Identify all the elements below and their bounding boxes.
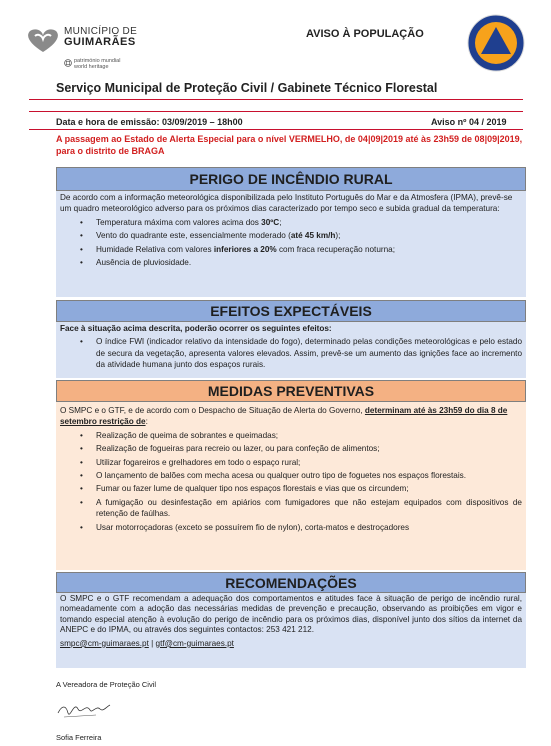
alert-statement: A passagem ao Estado de Alerta Especial para o nível VERMELHO, de 04|09|2019 até às 23h59 de 08|09|2019, para o distrito de BRAGA: [56, 134, 523, 156]
medidas-intro-end: :: [145, 417, 148, 427]
list-item: [80, 217, 522, 228]
emission-date: Data e hora de emissão: 03/09/2019 – 18h00: [56, 117, 243, 127]
signature-icon: [56, 693, 112, 723]
perigo-humidity-end: com fraca recuperação noturna;: [276, 244, 395, 254]
recomendacoes-text: O SMPC e o GTF recomendam a adequação dos comportamentos e atitudes face à situação de perigo de incêndio rural, nomeadamente com a adoção das necessárias medidas de prevenção e precaução, observando as proibições em vigor e tomando especial atenção à evolução do perigo de incêndio para os próximos dias, disponível junto dos sítios da internet da ANEPC e do IPMA, ou através dos seguintes contactos: 253 421 212.: [60, 594, 522, 635]
divider-mid: [29, 111, 523, 112]
medidas-intro-emph: determinam até às 23h59 do dia 8 de setembro restrição de: [60, 406, 508, 427]
list-item: [80, 230, 522, 241]
section-recomendacoes-title: RECOMENDAÇÕES: [56, 572, 526, 593]
municipality-line1: MUNICÍPIO DE: [64, 26, 138, 37]
email-smpc-link[interactable]: smpc@cm-guimaraes.pt: [60, 638, 149, 648]
section-efeitos-body: [56, 322, 526, 378]
signatory-role: A Vereadora de Proteção Civil: [56, 680, 157, 689]
service-title: Serviço Municipal de Proteção Civil / Gabinete Técnico Florestal: [56, 81, 438, 95]
list-item: • Realização de fogueiras para recreio ou lazer, ou para confeção de alimentos;: [80, 443, 522, 454]
aviso-title: AVISO À POPULAÇÃO: [306, 28, 424, 40]
section-medidas-title: MEDIDAS PREVENTIVAS: [56, 380, 526, 402]
email-gtf-link[interactable]: gtf@cm-guimaraes.pt: [155, 638, 234, 648]
perigo-temp-end: ;: [279, 217, 282, 227]
protecao-civil-logo-icon: [467, 14, 525, 72]
municipality-line2: GUIMARÃES: [64, 36, 136, 48]
email-separator: |: [148, 638, 156, 648]
medidas-intro: O SMPC e o GTF, e de acordo com o Despacho de Situação de Alerta do Governo,: [60, 406, 365, 415]
list-item: • Utilizar fogareiros e grelhadores em todo o espaço rural;: [80, 457, 522, 468]
perigo-humidity-text: Humidade Relativa com valores: [96, 244, 214, 254]
heritage-line1: património mundial: [74, 58, 121, 64]
perigo-rain-text: Ausência de pluviosidade.: [96, 258, 192, 268]
divider-bottom: [29, 129, 523, 130]
efeitos-intro: Face à situação acima descrita, poderão ocorrer os seguintes efeitos:: [60, 324, 332, 333]
perigo-temp-text: Temperatura máxima com valores acima dos: [96, 217, 262, 227]
section-medidas: [56, 380, 526, 570]
aviso-number: Aviso nº 04 / 2019: [431, 117, 507, 127]
section-efeitos: [56, 300, 526, 378]
list-item: • O índice FWI (indicador relativo da intensidade do fogo), determinado pelas condições meteorológicas e pelo estado de secura da vegetação, apresenta valores elevados. Assim, prevê-se um aumento das ignições face ao incremento da atividade humana junto dos espaços rurais.: [80, 336, 522, 370]
perigo-wind-value: até 45 km/h: [290, 231, 336, 241]
municipality-name: [64, 26, 137, 48]
perigo-intro: De acordo com a informação meteorológica disponibilizada pelo Instituto Português do Mar e da Atmosfera (IPMA), prevê-se um quadro meteorológico adverso para os próximos dias caracterizado por tempo seco e subida gradual da temperatura:: [60, 193, 513, 214]
heritage-line2: world heritage: [74, 64, 109, 70]
list-item: • Realização de queima de sobrantes e queimadas;: [80, 430, 522, 441]
signatory-name: Sofia Ferreira: [56, 733, 102, 742]
divider-top: [29, 99, 523, 100]
list-item: [80, 244, 522, 255]
section-perigo-body: [56, 191, 526, 297]
list-item: [80, 257, 522, 268]
list-item: • Fumar ou fazer lume de qualquer tipo nos espaços florestais e vias que os circundem;: [80, 483, 522, 494]
perigo-humidity-value: inferiores a 20%: [213, 244, 277, 254]
section-perigo-title: PERIGO DE INCÊNDIO RURAL: [56, 167, 526, 191]
section-recomendacoes-body: [56, 593, 526, 668]
world-heritage-label: [64, 58, 120, 70]
perigo-wind-end: );: [335, 231, 341, 241]
perigo-wind-text: Vento do quadrante este, essencialmente moderado (: [96, 231, 291, 241]
list-item: • O lançamento de balões com mecha acesa ou qualquer outro tipo de foguetes nos espaços florestais.: [80, 470, 522, 481]
section-recomendacoes: [56, 572, 526, 668]
section-efeitos-title: EFEITOS EXPECTÁVEIS: [56, 300, 526, 322]
list-item: • Usar motorroçadoras (exceto se possuírem fio de nylon), corta-matos e destroçadores: [80, 522, 522, 533]
perigo-temp-value: 30ºC: [261, 217, 280, 227]
section-perigo: [56, 167, 526, 297]
list-item: • A fumigação ou desinfestação em apiários com fumigadores que não estejam equipados com dispositivos de retenção de faúlhas.: [80, 497, 522, 520]
section-medidas-body: [56, 402, 526, 570]
guimaraes-heart-logo-icon: [26, 27, 60, 53]
